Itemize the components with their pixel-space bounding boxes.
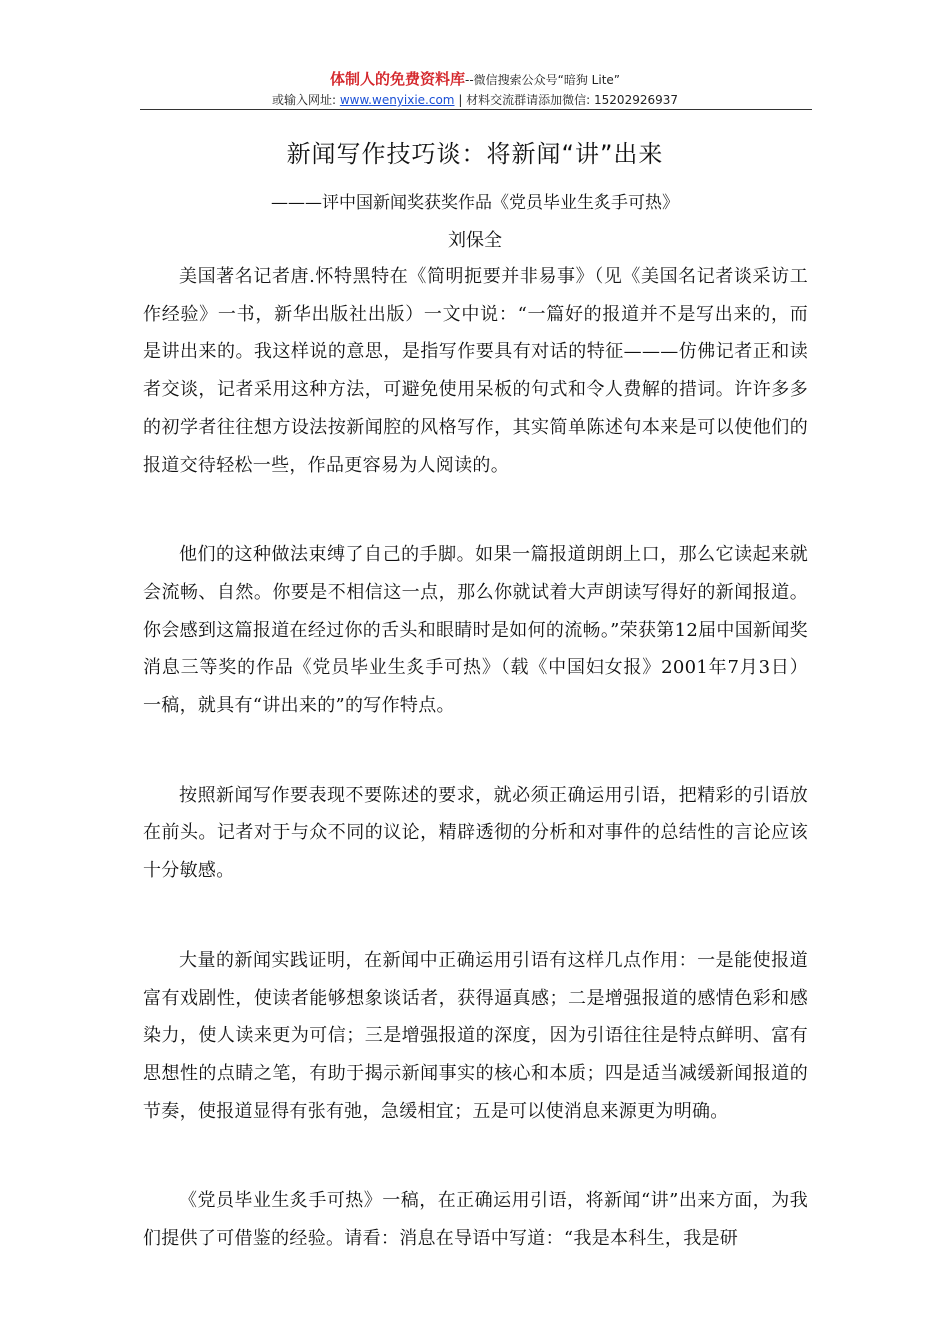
paragraph: 按照新闻写作要表现不要陈述的要求，就必须正确运用引语，把精彩的引语放在前头。记者对于与众不同的议论，精辟透彻的分析和对事件的总结性的言论应该十分敏感。 <box>143 784 808 882</box>
wechat-contact: | 材料交流群请添加微信: 15202926937 <box>454 93 679 107</box>
website-link[interactable]: www.wenyixie.com <box>339 93 455 107</box>
article-author: 刘保全 <box>448 230 502 251</box>
article-subtitle: ———评中国新闻奖获奖作品《党员毕业生炙手可热》 <box>271 193 679 213</box>
paragraph: 大量的新闻实践证明，在新闻中正确运用引语有这样几点作用：一是能使报道富有戏剧性，使读者能够想象谈话者，获得逼真感；二是增强报道的感情色彩和感染力，使人读来更为可信；三是增强报道的深度，因为引语往往是特点鲜明、富有思想性的点睛之笔，有助于揭示新闻事实的核心和本质；四是适当减缓新闻报道的节奏，使报道显得有张有弛，急缓相宜；五是可以使消息来源更为明确。 <box>143 949 808 1122</box>
header-line-1 <box>0 70 950 89</box>
header-line-2 <box>0 91 950 109</box>
article-body <box>143 258 808 1310</box>
paragraph: 《党员毕业生炙手可热》一稿，在正确运用引语，将新闻“讲”出来方面，为我们提供了可借鉴的经验。请看：消息在导语中写道：“我是本科生，我是研 <box>143 1190 808 1250</box>
paragraph: 他们的这种做法束缚了自己的手脚。如果一篇报道朗朗上口，那么它读起来就会流畅、自然。你要是不相信这一点，那么你就试着大声朗读写得好的新闻报道。你会感到这篇报道在经过你的舌头和眼睛时是如何的流畅。”荣获第12届中国新闻奖消息三等奖的作品《党员毕业生炙手可热》（载《中国妇女报》2001年7月3日）一稿，就具有“讲出来的”的写作特点。 <box>143 544 808 717</box>
page-header <box>0 70 950 109</box>
paragraph: 美国著名记者唐.怀特黑特在《简明扼要并非易事》（见《美国名记者谈采访工作经验》一书，新华出版社出版）一文中说：“一篇好的报道并不是写出来的，而是讲出来的。我这样说的意思，是指写作要具有对话的特征———仿佛记者正和读者交谈，记者采用这种方法，可避免使用呆板的句式和令人费解的措词。许许多多的初学者往往想方设法按新闻腔的风格写作，其实简单陈述句本来是可以使他们的报道交待轻松一些，作品更容易为人阅读的。 <box>143 266 808 476</box>
header-divider <box>140 109 812 110</box>
header-tagline: --微信搜索公众号“暗狗 Lite” <box>464 73 621 87</box>
brand-title: 体制人的免费资料库 <box>329 70 465 88</box>
article-title: 新闻写作技巧谈：将新闻“讲”出来 <box>286 140 664 168</box>
website-prefix: 或输入网址: <box>271 93 340 107</box>
